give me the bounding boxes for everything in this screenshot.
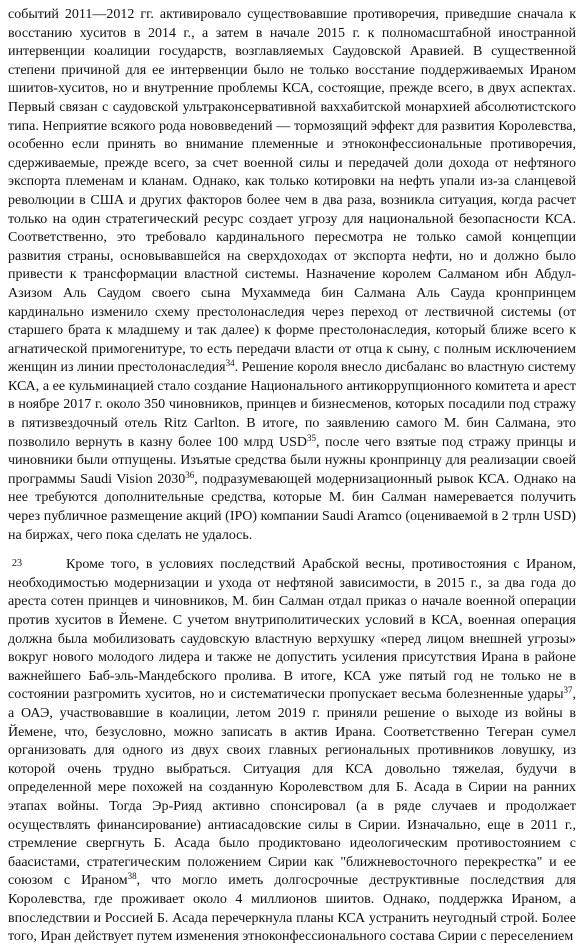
text-run: , а ОАЭ, участвовавшие в коалиции, летом 2019 г. приняли решение о выходе из войны в Йемене, что, безусловно, можно записать в актив Ирана. Соответственно Тегеран сумел организовать для одного из двух своих главных региональных противников ловушку, из которой очень трудно выбраться. Ситуация для КСА довольно тяжелая, будучи в определенной мере похожей на созданную Королевством для Б. Асада в Сирии на ранних этапах войны. Тогда Эр-Рияд активно спонсировал (а в ряде случаев и продолжает осуществлять финансирование) антиасадовские силы в Сирии. Изначально, еще в 2011 г., стремление свергнуть Б. Асада было продиктовано идеологическим противостоянием с баасистами, стратегическим положением Сирии как "ближневосточного перекрестка" и ее союзом с Ираном (8, 687, 576, 889)
footnote-ref[interactable]: 36 (185, 469, 195, 480)
paragraph-gap (8, 545, 576, 555)
paragraph-continued (8, 6, 576, 545)
paragraph-number: 23 (12, 558, 22, 570)
document-page (8, 6, 576, 947)
footnote-ref[interactable]: 37 (563, 685, 573, 696)
text-run: , что могло иметь долгосрочные деструктивные последствия для Королевства, где проживает около 4 миллионов шиитов. Однако, поддержка Ираном, а впоследствии и Россией Б. Асада перечеркнула планы КСА устранить неугодный строй. Более того, Иран действует путем изменения этноконфессионального состава Сирии с переселением (8, 873, 576, 945)
footnote-ref[interactable]: 34 (225, 358, 235, 369)
footnote-ref[interactable]: 38 (127, 871, 137, 882)
text-run: событий 2011—2012 гг. активировало существовавшие противоречия, приведшие сначала к восстанию хуситов в 2014 г., а затем в начале 2015 г. к полномасштабной иностранной интервенции коалиции государств, возглавляемых Саудовской Аравией. В существенной степени причиной для ее интервенции было не только восстание поддерживаемых Ираном шиитов-хуситов, но и внутренние проблемы КСА, состоящие, прежде всего, в двух аспектах. Первый связан с саудовской ультраконсервативной ваххабитской монархией абсолютистского типа. Неприятие всякого рода нововведений — тормозящий эффект для развития Королевства, особенно если принять во внимание племенные и этноконфессиональные противоречия, сдерживаемые, прежде всего, за счет военной силы и передачей доли дохода от нефтяного экспорта племенам и кланам. Однако, как только котировки на нефть упали из-за сланцевой революции в США и других факторов более чем в два раза, возникла ситуация, когда расчет только на один стратегический ресурс создает угрозу для национальной безопасности КСА. Соответственно, это требовало кардинального пересмотра не только самой концепции развития страны, основывавшейся на сверхдоходах от экспорта нефти, но и должно было привести к трансформации властной системы. Назначение королем Салманом ибн Абдул-Азизом Аль Саудом своего сына Мухаммеда бин Салмана Аль Сауда кронпринцем кардинально изменило схему престолонаследия через переход от лествичной системы (от старшего брата к младшему и так далее) к форме престолонаследия, который ближе всего к агнатической примогенитуре, то есть передачи власти от отца к сыну, с полным исключением женщин из линии престолонаследия (8, 7, 576, 376)
text-run: , подразумевающей модернизационный рывок КСА. Однако на нее требуются дополнительные средства, которые М. бин Салман намеревается получить через публичное размещение акций (IPO) компании Saudi Aramco (оцениваемой в 2 трлн USD) на биржах, чего пока сделать не удалось. (8, 471, 576, 543)
text-run: , после чего взятые под стражу принцы и чиновники были отпущены. Изъятые средства были нужны кронпринцу для реализации своей программы Saudi Vision 2030 (8, 434, 576, 487)
footnote-ref[interactable]: 35 (306, 432, 316, 443)
text-run: . Решение короля внесло дисбаланс во властную систему КСА, а ее кульминацией стало создание Национального антикоррупционного комитета и арест в ноябре 2017 г. около 350 чиновников, принцев и бизнесменов, которых посадили под стражу в пятизвездочный отель Ritz Carlton. В итоге, по заявлению самого М. бин Салмана, это позволило вернуть в казну более 100 млрд USD (8, 360, 577, 450)
paragraph-23 (8, 555, 576, 946)
text-run: Кроме того, в условиях последствий Арабской весны, противостояния с Ираном, необходимостью модернизации и ухода от нефтяной зависимости, в 2015 г., за два года до ареста сотен принцев и чиновников, М. бин Салман отдал приказ о начале военной операции против хуситов в Йемене. С учетом внутриполитических условий в КСА, военная операция должна была мобилизовать саудовскую властную верхушку «перед лицом внешней угрозы» вокруг нового молодого лидера и также не допустить усиления присутствия Ирана в районе важнейшего Баб-эль-Мандебского пролива. В итоге, КСА уже пятый год не только не в состоянии разгромить хуситов, но и систематически пропускает весьма болезненные удары (8, 557, 576, 703)
